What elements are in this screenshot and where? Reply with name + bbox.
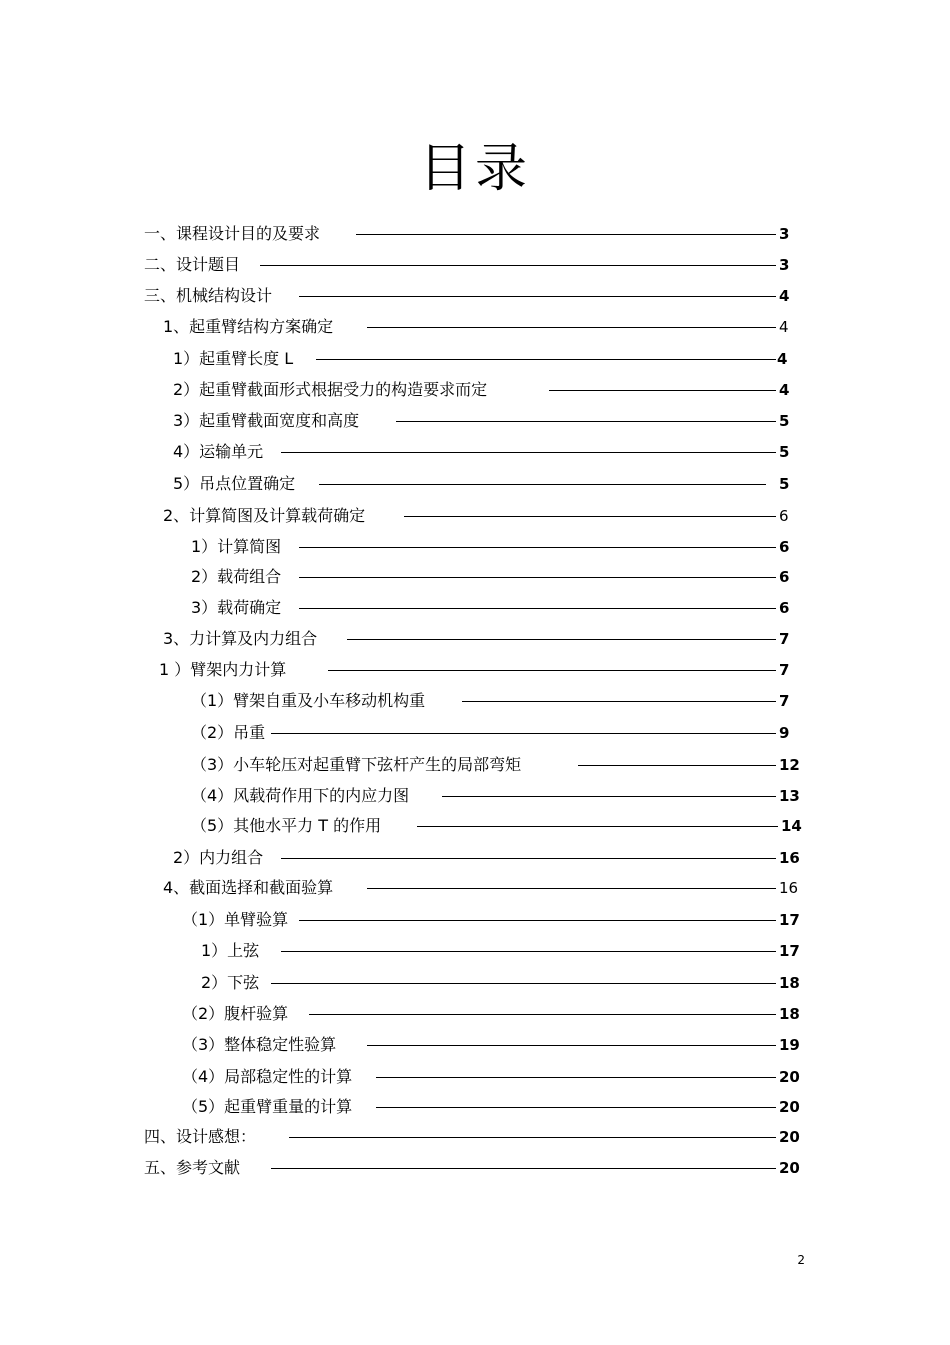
toc-entry-label: （2）吊重 bbox=[191, 723, 266, 742]
toc-entry-page: 4 bbox=[779, 381, 790, 399]
toc-leader-line bbox=[319, 484, 766, 485]
toc-leader-line bbox=[260, 265, 776, 266]
toc-entry[interactable] bbox=[191, 753, 805, 777]
toc-entry-label: 1）上弦 bbox=[201, 941, 260, 960]
toc-entry-page: 13 bbox=[779, 787, 800, 805]
toc-entry[interactable] bbox=[144, 284, 805, 308]
toc-leader-line bbox=[367, 888, 776, 889]
toc-entry[interactable] bbox=[173, 846, 805, 870]
toc-leader-line bbox=[367, 1045, 776, 1046]
toc-entry[interactable] bbox=[163, 627, 805, 651]
toc-leader-line bbox=[404, 516, 776, 517]
toc-entry[interactable] bbox=[191, 784, 805, 808]
toc-entry[interactable] bbox=[182, 1095, 805, 1119]
toc-leader-line bbox=[376, 1107, 776, 1108]
toc-leader-line bbox=[347, 639, 776, 640]
toc-entry-label: 4）运输单元 bbox=[173, 442, 264, 461]
toc-leader-line bbox=[442, 796, 776, 797]
toc-entry-page: 6 bbox=[779, 507, 789, 525]
toc-leader-line bbox=[299, 577, 776, 578]
toc-entry-page: 6 bbox=[779, 599, 790, 617]
toc-entry-label: 四、设计感想： bbox=[144, 1127, 257, 1146]
toc-entry-label: 3、力计算及内力组合 bbox=[163, 629, 318, 648]
toc-leader-line bbox=[309, 1014, 776, 1015]
toc-entry-label: （3）整体稳定性验算 bbox=[182, 1035, 337, 1054]
toc-leader-line bbox=[462, 701, 776, 702]
toc-entry[interactable] bbox=[173, 378, 805, 402]
toc-entry-label: 二、设计题目 bbox=[144, 255, 241, 274]
toc-entry[interactable] bbox=[182, 1033, 805, 1057]
toc-entry-page: 7 bbox=[779, 661, 790, 679]
toc-entry[interactable] bbox=[191, 689, 805, 713]
toc-entry[interactable] bbox=[144, 222, 805, 246]
toc-entry[interactable] bbox=[201, 971, 805, 995]
toc-leader-line bbox=[289, 1137, 776, 1138]
toc-entry-page: 7 bbox=[779, 630, 790, 648]
toc-entry[interactable] bbox=[191, 721, 805, 745]
toc-entry[interactable] bbox=[173, 440, 805, 464]
toc-entry-page: 6 bbox=[779, 568, 790, 586]
toc-entry-page: 18 bbox=[779, 974, 800, 992]
toc-entry-page: 6 bbox=[779, 538, 790, 556]
toc-entry[interactable] bbox=[191, 565, 805, 589]
toc-entry-label: （2）腹杆验算 bbox=[182, 1004, 289, 1023]
toc-entry[interactable] bbox=[182, 1002, 805, 1026]
toc-entry-page: 20 bbox=[779, 1128, 800, 1146]
toc-entry-page: 5 bbox=[779, 412, 790, 430]
toc-entry[interactable] bbox=[191, 814, 805, 838]
toc-entry-page: 16 bbox=[779, 879, 799, 897]
toc-leader-line bbox=[299, 296, 776, 297]
toc-entry-page: 17 bbox=[779, 911, 800, 929]
toc-entry[interactable] bbox=[163, 504, 805, 528]
toc-entry[interactable] bbox=[201, 939, 805, 963]
toc-entry[interactable] bbox=[144, 253, 805, 277]
toc-entry-page: 14 bbox=[781, 817, 802, 835]
toc-entry-label: 3）起重臂截面宽度和高度 bbox=[173, 411, 360, 430]
toc-entry-label: 1）起重臂长度 L bbox=[173, 349, 294, 368]
toc-entry[interactable] bbox=[182, 908, 805, 932]
toc-entry-label: 一、课程设计目的及要求 bbox=[144, 224, 321, 243]
toc-entry-label: 3）载荷确定 bbox=[191, 598, 282, 617]
toc-leader-line bbox=[549, 390, 776, 391]
toc-entry-page: 9 bbox=[779, 724, 790, 742]
toc-entry[interactable] bbox=[173, 472, 805, 496]
toc-entry[interactable] bbox=[144, 1156, 805, 1180]
toc-title: 目录 bbox=[418, 139, 531, 199]
toc-entry[interactable] bbox=[173, 409, 805, 433]
toc-entry[interactable] bbox=[159, 658, 805, 682]
toc-entry[interactable] bbox=[144, 1125, 805, 1149]
toc-entry-page: 20 bbox=[779, 1068, 800, 1086]
toc-entry-label: （4）局部稳定性的计算 bbox=[182, 1067, 353, 1086]
toc-entry-label: 五、参考文献 bbox=[144, 1158, 241, 1177]
toc-leader-line bbox=[417, 826, 778, 827]
toc-entry-page: 17 bbox=[779, 942, 800, 960]
toc-entry-label: 5）吊点位置确定 bbox=[173, 474, 296, 493]
toc-entry-label: （5）起重臂重量的计算 bbox=[182, 1097, 353, 1116]
toc-entry-label: 2）内力组合 bbox=[173, 848, 264, 867]
toc-entry-label: 1）计算简图 bbox=[191, 537, 282, 556]
toc-leader-line bbox=[271, 1168, 776, 1169]
toc-entry-page: 5 bbox=[779, 443, 790, 461]
toc-entry-page: 20 bbox=[779, 1159, 800, 1177]
toc-entry-label: （1）单臂验算 bbox=[182, 910, 289, 929]
toc-entry[interactable] bbox=[163, 315, 805, 339]
toc-entry-page: 12 bbox=[779, 756, 800, 774]
toc-leader-line bbox=[271, 983, 776, 984]
toc-leader-line bbox=[356, 234, 776, 235]
toc-entry[interactable] bbox=[191, 535, 805, 559]
toc-entry-page: 4 bbox=[779, 287, 790, 305]
toc-entry-label: 1、起重臂结构方案确定 bbox=[163, 317, 334, 336]
toc-entry-page: 16 bbox=[779, 849, 800, 867]
toc-entry-label: （1）臂架自重及小车移动机构重 bbox=[191, 691, 426, 710]
toc-leader-line bbox=[281, 452, 776, 453]
toc-leader-line bbox=[578, 765, 776, 766]
toc-leader-line bbox=[271, 733, 776, 734]
toc-leader-line bbox=[299, 547, 776, 548]
toc-entry-label: 4、截面选择和截面验算 bbox=[163, 878, 334, 897]
toc-entry-page: 4 bbox=[777, 350, 788, 368]
toc-leader-line bbox=[299, 608, 776, 609]
toc-entry-page: 5 bbox=[779, 475, 790, 493]
toc-entry[interactable] bbox=[191, 596, 805, 620]
toc-entry-page: 19 bbox=[779, 1036, 800, 1054]
toc-entry-page: 18 bbox=[779, 1005, 800, 1023]
toc-leader-line bbox=[281, 858, 776, 859]
toc-entry-page: 20 bbox=[779, 1098, 800, 1116]
toc-entry-label: 2、计算简图及计算载荷确定 bbox=[163, 506, 366, 525]
toc-entry-label: 2）起重臂截面形式根据受力的构造要求而定 bbox=[173, 380, 488, 399]
toc-leader-line bbox=[316, 359, 776, 360]
toc-entry-label: 2）载荷组合 bbox=[191, 567, 282, 586]
toc-leader-line bbox=[396, 421, 776, 422]
toc-entry-label: 1 ）臂架内力计算 bbox=[159, 660, 287, 679]
toc-entry-label: （3）小车轮压对起重臂下弦杆产生的局部弯矩 bbox=[191, 755, 522, 774]
toc-entry[interactable] bbox=[163, 876, 805, 900]
toc-entry-label: （5）其他水平力 T 的作用 bbox=[191, 816, 382, 835]
toc-leader-line bbox=[281, 951, 776, 952]
toc-entry-label: 2）下弦 bbox=[201, 973, 260, 992]
toc-entry-page: 7 bbox=[779, 692, 790, 710]
toc-leader-line bbox=[367, 327, 776, 328]
page-number: 2 bbox=[797, 1253, 805, 1267]
toc-entry[interactable] bbox=[182, 1065, 805, 1089]
toc-entry-label: （4）风载荷作用下的内应力图 bbox=[191, 786, 410, 805]
toc-leader-line bbox=[328, 670, 776, 671]
toc-entry-page: 3 bbox=[779, 256, 790, 274]
toc-entry-page: 4 bbox=[779, 318, 789, 336]
toc-leader-line bbox=[376, 1077, 776, 1078]
toc-leader-line bbox=[299, 920, 776, 921]
toc-entry[interactable] bbox=[173, 347, 805, 371]
toc-entry-page: 3 bbox=[779, 225, 790, 243]
toc-entry-label: 三、机械结构设计 bbox=[144, 286, 273, 305]
